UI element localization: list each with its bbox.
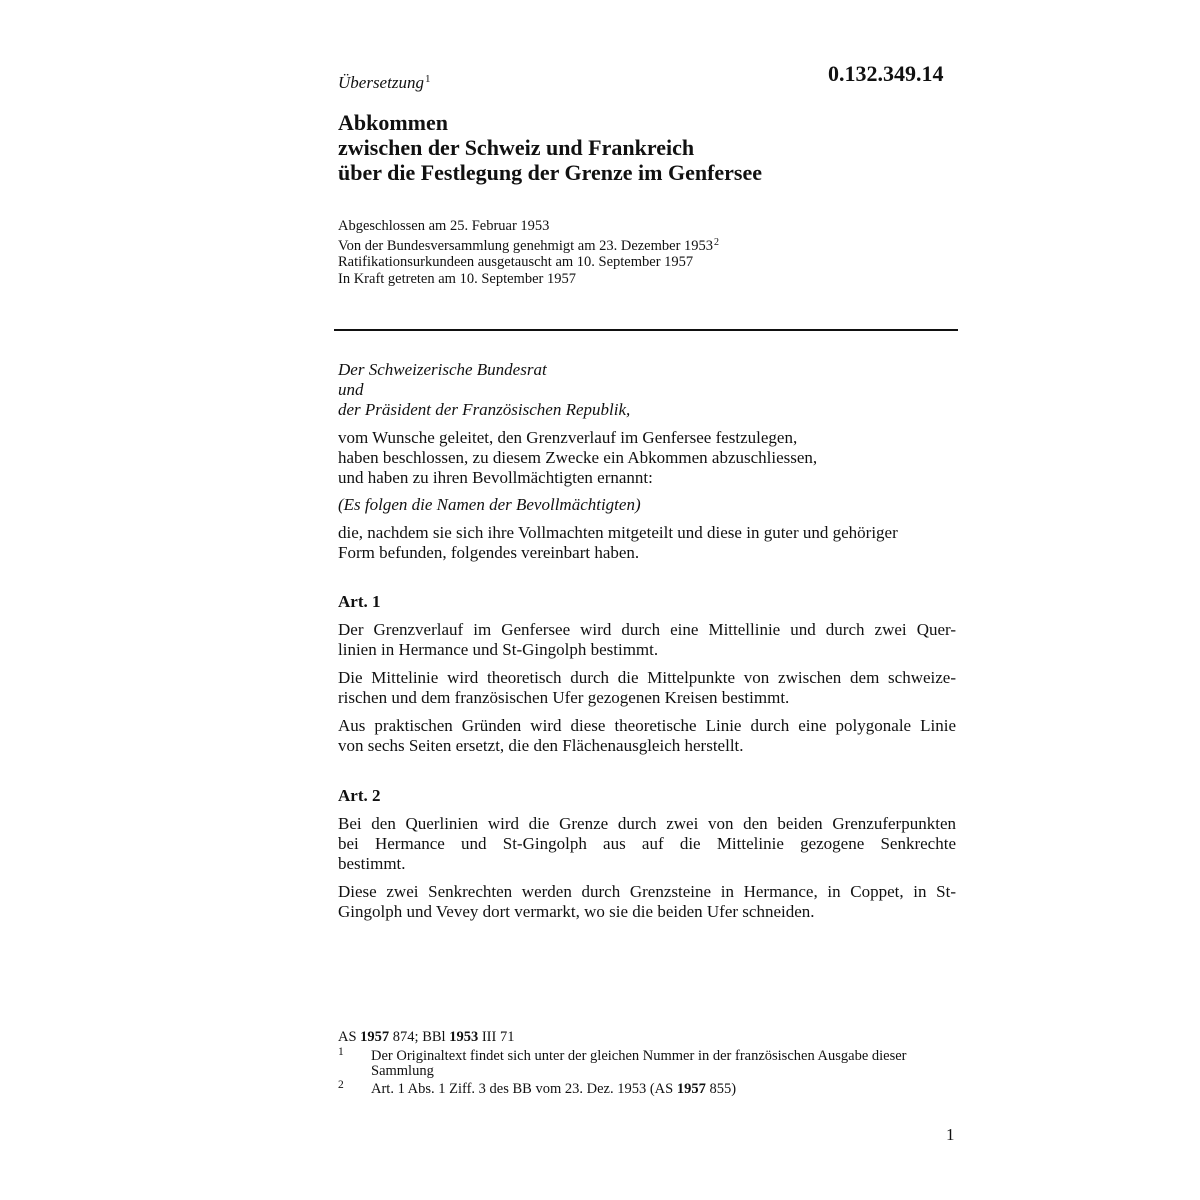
footnote-ref-2[interactable]: 2: [714, 236, 720, 248]
divider-rule: [334, 329, 958, 331]
translation-label: Übersetzung$^1$: [338, 73, 431, 92]
footnote-ref-1[interactable]: 1: [424, 73, 431, 85]
preamble-closing-line-1: die, nachdem sie sich ihre Vollmachten mitgeteilt und diese in guter und gehöriger: [338, 523, 898, 542]
document-title: [338, 110, 762, 185]
preamble-closing: [338, 523, 958, 563]
preamble-party-1: Der Schweizerische Bundesrat: [338, 360, 547, 379]
article-1-paragraph-2: Die Mittelinie wird theoretisch durch die Mittelpunkte von zwischen dem schweize- rischen und dem französischen Ufer gezogenen Kreisen bestimmt.: [338, 668, 956, 707]
title-line-2: zwischen der Schweiz und Frankreich: [338, 135, 695, 160]
sr-number: 0.132.349.14: [828, 61, 944, 86]
preamble-line-1: vom Wunsche geleitet, den Grenzverlauf im Genfersee festzulegen,: [338, 428, 798, 447]
footnote-2-text: Art. 1 Abs. 1 Ziff. 3 des BB vom 23. Dez. 1953 (AS 1957 855): [371, 1081, 737, 1097]
footnote-1-number: 1: [338, 1046, 344, 1058]
meta-in-force: In Kraft getreten am 10. September 1957: [338, 270, 576, 287]
meta-approved: Von der Bundesversammlung genehmigt am 23. Dezember 1953$^2$: [338, 236, 720, 254]
preamble-parties: [338, 360, 958, 420]
preamble-names-note: (Es folgen die Namen der Bevollmächtigten): [338, 495, 641, 514]
document-meta: [338, 218, 719, 287]
article-2-heading: Art. 2: [338, 786, 381, 805]
article-1-paragraph-1: Der Grenzverlauf im Genfersee wird durch eine Mittellinie und durch zwei Quer- linien in Hermance und St-Gingolph bestimmt.: [338, 620, 956, 659]
article-1-paragraph-3: Aus praktischen Gründen wird diese theoretische Linie durch eine polygonale Linie von sechs Seiten ersetzt, die den Flächenausgleich herstellt.: [338, 716, 956, 755]
article-2-paragraph-1: Bei den Querlinien wird die Grenze durch zwei von den beiden Grenzuferpunkten bei Hermance und St-Gingolph aus auf die Mittelinie gezogene Senkrechte bestimmt.: [338, 814, 956, 873]
source-reference: AS 1957 874; BBl 1953 III 71: [338, 1029, 515, 1045]
meta-concluded: Abgeschlossen am 25. Februar 1953: [338, 218, 550, 234]
page-number: 1: [946, 1125, 955, 1144]
title-line-3: über die Festlegung der Grenze im Genfersee: [338, 160, 763, 185]
article-2-paragraph-2: Diese zwei Senkrechten werden durch Grenzsteine in Hermance, in Coppet, in St- Gingolph und Vevey dort vermarkt, wo sie die beiden Ufer schneiden.: [338, 882, 956, 921]
preamble-party-2: der Präsident der Französischen Republik,: [338, 400, 631, 419]
preamble-line-3: und haben zu ihren Bevollmächtigten ernannt:: [338, 468, 653, 487]
preamble-body: [338, 428, 958, 488]
article-1-heading: Art. 1: [338, 592, 381, 611]
meta-ratified: Ratifikationsurkundeen ausgetauscht am 10. September 1957: [338, 254, 694, 270]
preamble-closing-line-2: Form befunden, folgendes vereinbart haben.: [338, 543, 640, 562]
preamble-and: und: [338, 380, 364, 399]
preamble-line-2: haben beschlossen, zu diesem Zwecke ein Abkommen abzuschliessen,: [338, 448, 818, 467]
footnote-2-number: 2: [338, 1079, 344, 1091]
title-line-1: Abkommen: [338, 110, 449, 135]
footnote-1-text: Der Originaltext findet sich unter der gleichen Nummer in der französischen Ausgabe dieser Sammlung: [371, 1048, 907, 1079]
